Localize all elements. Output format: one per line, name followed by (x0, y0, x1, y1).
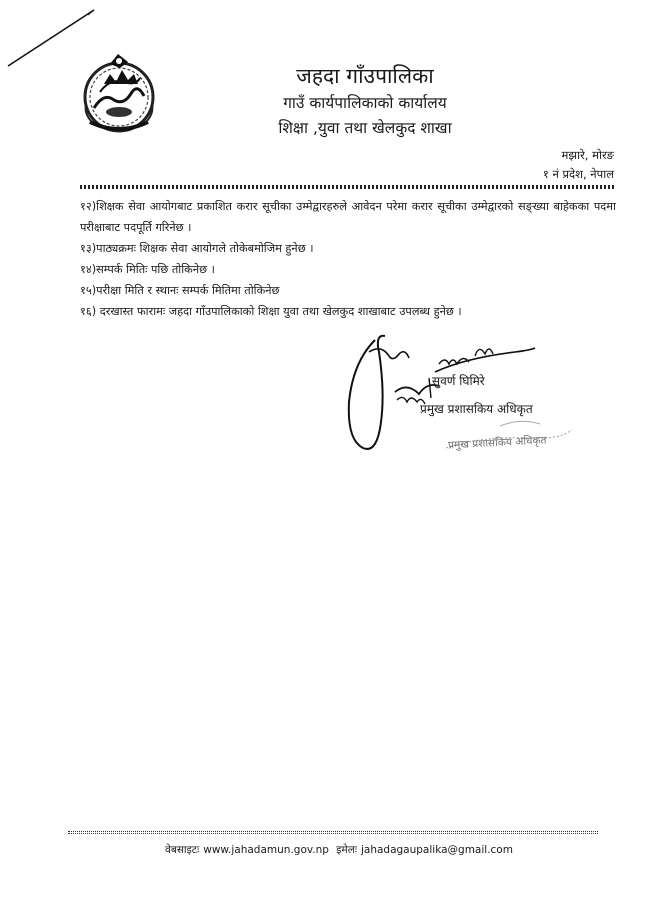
address-line-2: १ नं प्रदेश, नेपाल (542, 167, 614, 181)
notice-item-12: १२)शिक्षक सेवा आयोगबाट प्रकाशित करार सूचीका उम्मेद्वारहरुले आवेदन परेमा करार सूचीका उम्मेद्वारको सङ्ख्या बाहेकका पदमा परीक्षाबाट पदपूर्ति गरिनेछ । (80, 200, 616, 234)
notice-item-15: १५)परीक्षा मिति र स्थानः सम्पर्क मितिमा तोकिनेछ (80, 284, 280, 297)
email-link[interactable]: jahadagaupalika@gmail.com (360, 844, 513, 856)
footer-divider-secondary (68, 833, 598, 834)
address-line-1: मझारे, मोरङ (561, 148, 614, 162)
branch-name: शिक्षा ,युवा तथा खेलकुद शाखा (278, 119, 452, 137)
footer-divider (68, 831, 598, 832)
footer (165, 843, 517, 857)
nepal-emblem-icon (80, 52, 158, 138)
website-label: वेबसाइटः (165, 844, 200, 856)
website-link[interactable]: www.jahadamun.gov.np (203, 844, 329, 856)
signatory-title: प्रमुख प्रशासकिय अधिकृत (420, 402, 533, 416)
email-label: इमेलः (336, 844, 357, 856)
stamp-text: प्रमुख प्रशासकिय अधिकृत (447, 434, 547, 452)
notice-item-13: १३)पाठ्यक्रमः शिक्षक सेवा आयोगले तोकेबमोजिम हुनेछ । (80, 242, 314, 255)
notice-item-14: १४)सम्पर्क मितिः पछि तोकिनेछ । (80, 263, 215, 276)
signatory-name: सुवर्ण घिमिरे (432, 374, 485, 388)
org-name: जहदा गाँउपालिका (296, 64, 434, 88)
office-name: गाउँ कार्यपालिकाको कार्यालय (283, 94, 447, 112)
notice-item-16: १६) दरखास्त फारामः जहदा गाँउपालिकाको शिक्षा युवा तथा खेलकुद शाखाबाट उपलब्ध हुनेछ । (80, 305, 462, 318)
header-divider-secondary (80, 187, 614, 189)
